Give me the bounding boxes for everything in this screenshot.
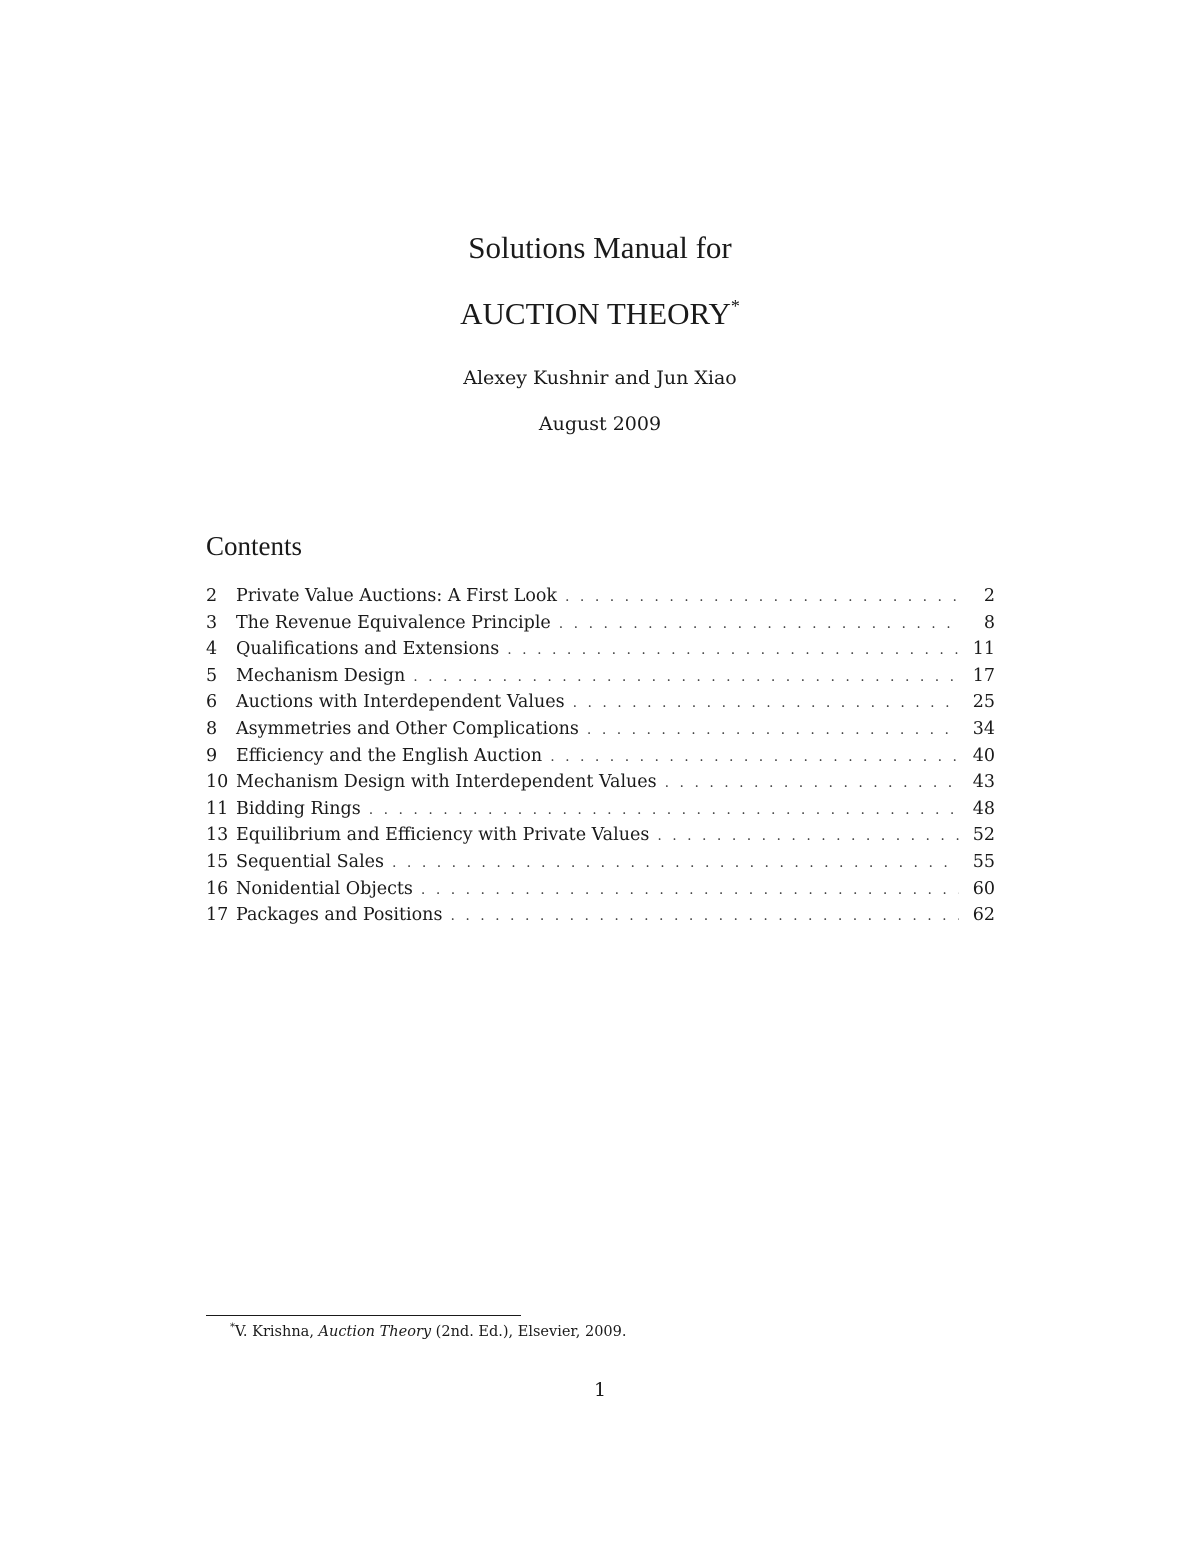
toc-entry-number: 2 xyxy=(206,586,218,606)
toc-entry-title: Asymmetries and Other Complications xyxy=(236,718,579,739)
toc-entry-number: 16 xyxy=(206,878,229,899)
title-line-2 xyxy=(0,294,1200,334)
toc-entry-number: 9 xyxy=(206,745,218,766)
toc-entry[interactable] xyxy=(206,822,995,849)
footnote-book-title: Auction Theory xyxy=(318,1324,432,1340)
toc-entry-page: 2 xyxy=(983,586,995,606)
toc-entry-title: Mechanism Design xyxy=(236,665,406,686)
toc-entry-title: Equilibrium and Efficiency with Private Values xyxy=(236,825,650,846)
toc-entry-title: The Revenue Equivalence Principle xyxy=(236,612,551,633)
toc-entry-page: 60 xyxy=(972,878,995,899)
toc-entry-page: 34 xyxy=(972,718,995,739)
toc-entry-number: 15 xyxy=(206,851,229,872)
toc-leader-dots xyxy=(573,690,959,717)
toc-entry-number: 4 xyxy=(206,639,218,660)
toc-entry-number: 11 xyxy=(206,798,229,819)
footnote-marker: * xyxy=(230,1322,235,1333)
toc-entry-page: 62 xyxy=(972,905,995,926)
toc-entry-page: 40 xyxy=(972,745,995,766)
footnote-suffix: (2nd. Ed.), Elsevier, 2009. xyxy=(431,1324,627,1340)
toc-entry[interactable] xyxy=(206,796,995,823)
table-of-contents xyxy=(206,583,995,929)
toc-entry[interactable] xyxy=(206,610,995,637)
toc-entry-page: 55 xyxy=(972,851,995,872)
toc-leader-dots xyxy=(550,744,959,771)
toc-entry-number: 13 xyxy=(206,825,229,846)
footnote-prefix: V. Krishna, xyxy=(235,1324,319,1340)
toc-leader-dots xyxy=(657,823,959,850)
toc-entry-title: Auctions with Interdependent Values xyxy=(236,692,565,713)
toc-entry-page: 11 xyxy=(972,639,995,660)
toc-entry-page: 52 xyxy=(972,825,995,846)
footnote-rule xyxy=(206,1315,521,1316)
toc-entry-number: 5 xyxy=(206,665,218,686)
toc-entry-title: Packages and Positions xyxy=(236,905,443,926)
toc-entry-title: Efficiency and the English Auction xyxy=(236,745,543,766)
toc-entry-page: 43 xyxy=(972,772,995,793)
toc-entry[interactable] xyxy=(206,636,995,663)
toc-entry[interactable] xyxy=(206,849,995,876)
date: August 2009 xyxy=(538,413,662,435)
toc-entry[interactable] xyxy=(206,716,995,743)
toc-entry[interactable] xyxy=(206,902,995,929)
toc-entry-title: Bidding Rings xyxy=(236,798,361,819)
title-line-1: Solutions Manual for xyxy=(468,230,732,265)
toc-leader-dots xyxy=(559,611,959,638)
toc-leader-dots xyxy=(450,903,959,930)
toc-entry-number: 3 xyxy=(206,612,218,633)
toc-leader-dots xyxy=(587,717,959,744)
contents-heading: Contents xyxy=(206,531,303,561)
toc-entry[interactable] xyxy=(206,743,995,770)
toc-leader-dots xyxy=(507,637,959,664)
toc-entry[interactable] xyxy=(206,663,995,690)
page-number: 1 xyxy=(593,1379,607,1401)
authors: Alexey Kushnir and Jun Xiao xyxy=(463,367,737,389)
footnote xyxy=(230,1321,626,1343)
toc-entry-title: Qualifications and Extensions xyxy=(236,639,500,660)
toc-entry-title: Nonidential Objects xyxy=(236,878,413,899)
toc-entry-title: Mechanism Design with Interdependent Values xyxy=(236,772,657,793)
toc-entry-number: 6 xyxy=(206,692,218,713)
toc-entry-number: 8 xyxy=(206,718,218,739)
toc-leader-dots xyxy=(665,770,959,797)
toc-entry-title: Sequential Sales xyxy=(236,851,385,872)
toc-entry-number: 10 xyxy=(206,772,229,793)
toc-entry[interactable] xyxy=(206,876,995,903)
toc-entry[interactable] xyxy=(206,689,995,716)
toc-entry[interactable] xyxy=(206,583,995,610)
toc-leader-dots xyxy=(565,584,959,611)
toc-entry-number: 17 xyxy=(206,905,229,926)
toc-leader-dots xyxy=(392,850,959,877)
toc-entry-page: 25 xyxy=(972,692,995,713)
title-footnote-marker[interactable]: * xyxy=(730,296,740,316)
toc-entry[interactable] xyxy=(206,769,995,796)
toc-entry-title: Private Value Auctions: A First Look xyxy=(236,586,558,606)
toc-leader-dots xyxy=(421,877,959,904)
toc-leader-dots xyxy=(413,664,959,691)
toc-leader-dots xyxy=(369,797,959,824)
toc-entry-page: 8 xyxy=(983,612,995,633)
book-title: AUCTION THEORY xyxy=(460,296,731,331)
toc-entry-page: 17 xyxy=(972,665,995,686)
toc-entry-page: 48 xyxy=(972,798,995,819)
